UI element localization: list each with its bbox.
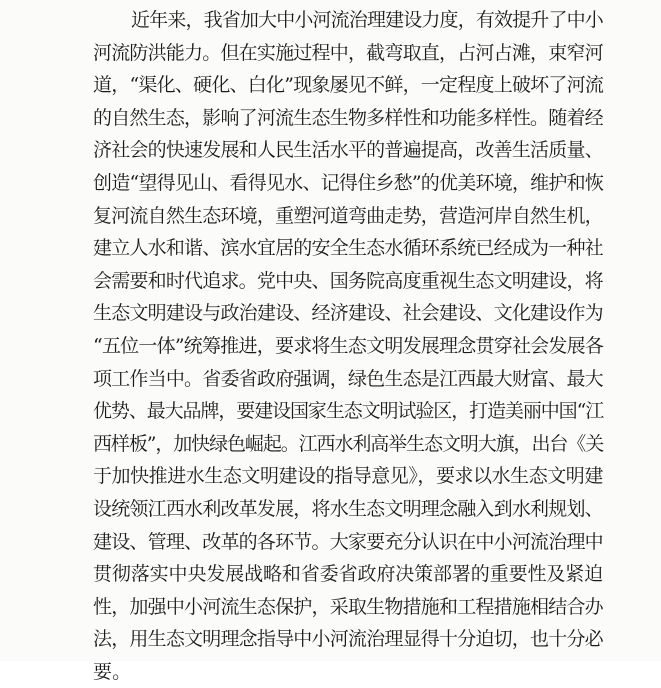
text-line: 河流防洪能力。但在实施过程中，截弯取直，占河占滩，束窄河 — [93, 41, 603, 64]
text-line: 优势、最大品牌，要建设国家生态文明试验区，打造美丽中国“江 — [93, 400, 604, 423]
text-line: 生态文明建设与政治建设、经济建设、社会建设、文化建设作为 — [93, 302, 603, 325]
text-line: “五位一体”统筹推进，要求将生态文明发展理念贯穿社会发展各 — [93, 334, 604, 357]
text-line: 于加快推进水生态文明建设的指导意见》，要求以水生态文明建 — [93, 465, 603, 488]
text-line: 复河流自然生态环境，重塑河道弯曲走势，营造河岸自然生机， — [93, 204, 603, 227]
text-line: 建立人水和谐、滨水宜居的安全生态水循环系统已经成为一种社 — [93, 237, 603, 260]
text-line: 建设、管理、改革的各环节。大家要充分认识在中小河流治理中 — [93, 530, 603, 553]
text-line: 济社会的快速发展和人民生活水平的普遍提高，改善生活质量、 — [93, 139, 603, 162]
text-line: 的自然生态，影响了河流生态生物多样性和功能多样性。随着经 — [93, 106, 603, 129]
text-line: 性，加强中小河流生态保护，采取生物措施和工程措施相结合办 — [93, 595, 603, 618]
text-line: 要。 — [93, 660, 132, 683]
text-line: 近年来，我省加大中小河流治理建设力度，有效提升了中小 — [131, 9, 603, 31]
text-line: 创造“望得见山、看得见水、记得住乡愁”的优美环境，维护和恢 — [93, 171, 604, 194]
paragraph — [93, 4, 603, 688]
text-line: 项工作当中。省委省政府强调，绿色生态是江西最大财富、最大 — [93, 367, 603, 390]
text-line: 道，“渠化、硬化、白化”现象屡见不鲜，一定程度上破坏了河流 — [93, 74, 604, 97]
text-line: 法，用生态文明理念指导中小河流治理显得十分迫切，也十分必 — [93, 628, 603, 651]
text-line: 贯彻落实中央发展战略和省委省政府决策部署的重要性及紧迫 — [93, 563, 604, 586]
text-line: 会需要和时代追求。党中央、国务院高度重视生态文明建设，将 — [93, 269, 603, 292]
text-line: 西样板”，加快绿色崛起。江西水利高举生态文明大旗，出台《关 — [93, 432, 604, 455]
text-line: 设统领江西水利改革发展，将水生态文明理念融入到水利规划、 — [93, 497, 603, 520]
